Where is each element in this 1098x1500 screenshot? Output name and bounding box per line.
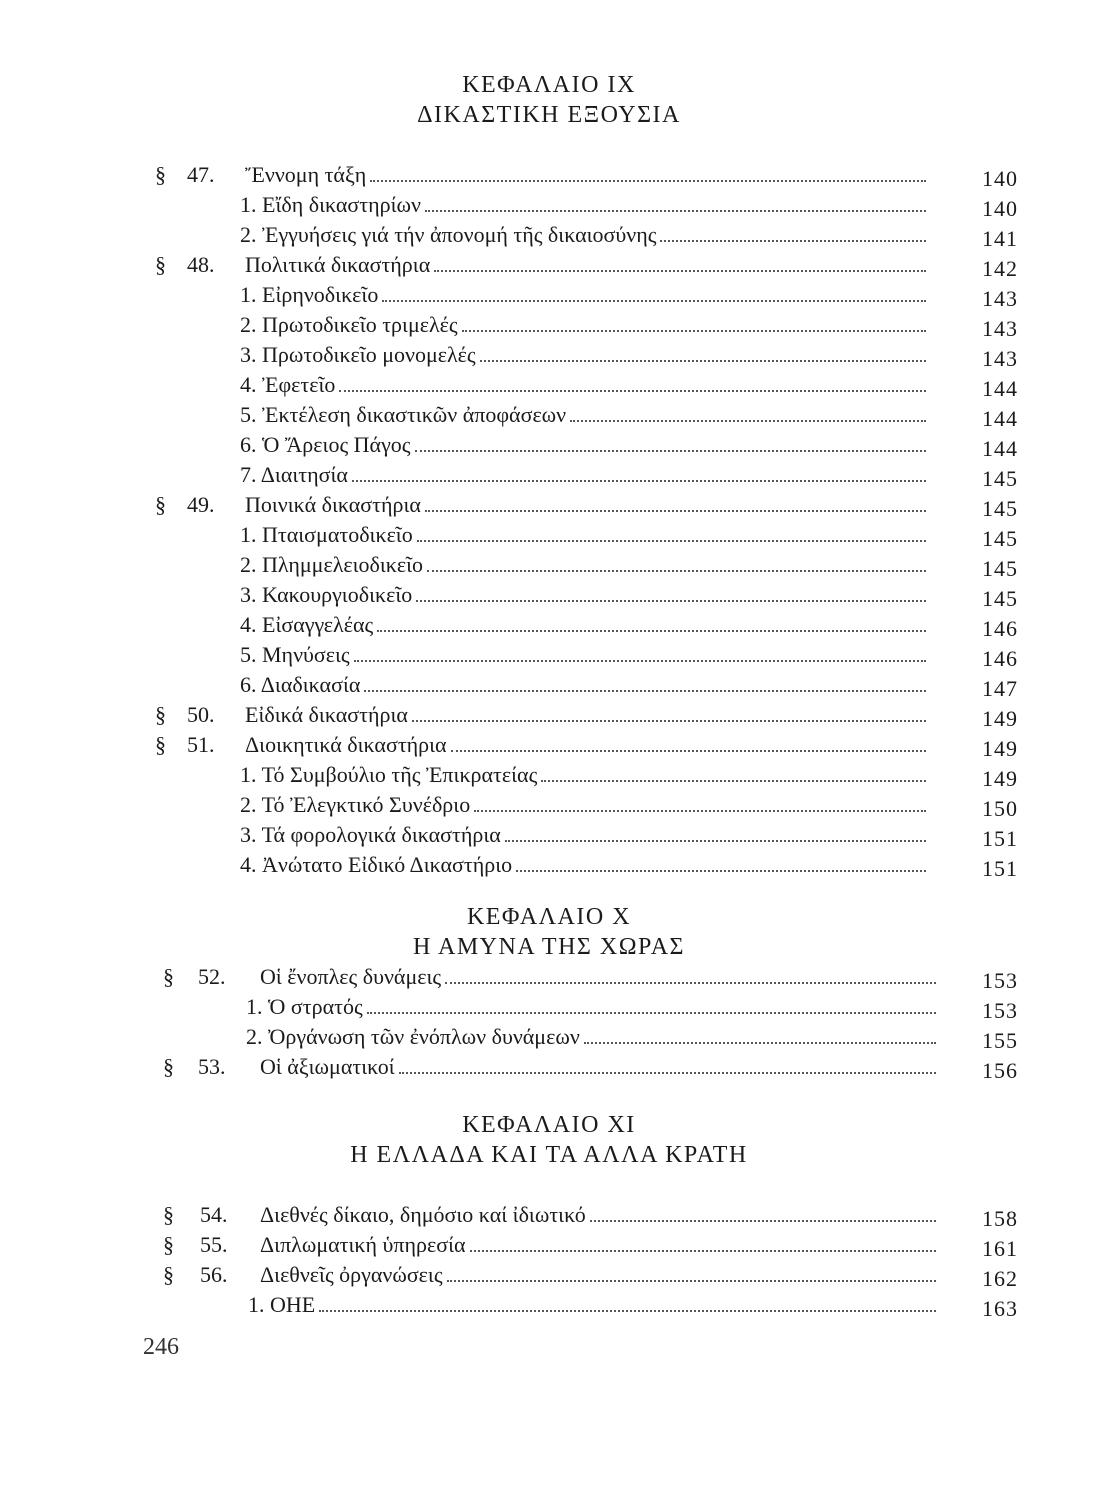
toc-entry-title xyxy=(240,790,930,820)
page-number: 145 xyxy=(982,526,1018,551)
entry-text: 5. Μηνύσεις xyxy=(240,642,350,667)
dot-leader xyxy=(367,1012,936,1014)
toc-entry[interactable] xyxy=(0,1290,1098,1320)
page-number: 145 xyxy=(982,556,1018,581)
toc-entry[interactable] xyxy=(0,992,1098,1022)
toc-entry[interactable] xyxy=(0,1022,1098,1052)
page-number: 141 xyxy=(982,226,1018,251)
section-mark: § xyxy=(163,1232,174,1257)
dot-leader xyxy=(541,780,926,782)
toc-entry-title xyxy=(240,610,930,640)
toc-entry-title xyxy=(240,280,930,310)
toc-entry[interactable] xyxy=(0,160,1098,190)
dot-leader xyxy=(660,240,926,242)
entry-text: 1. Εἴδη δικαστηρίων xyxy=(240,192,421,217)
section-mark: § xyxy=(163,1262,174,1287)
entry-text: 2. Τό Ἐλεγκτικό Συνέδριο xyxy=(240,792,471,817)
toc-entry-title xyxy=(240,190,930,220)
dot-leader xyxy=(382,300,926,302)
toc-entry-title xyxy=(240,400,930,430)
toc-entry-title xyxy=(240,670,930,700)
toc-entry[interactable] xyxy=(0,310,1098,340)
toc-entry-title xyxy=(240,220,930,250)
toc-entry-title xyxy=(245,700,930,730)
dot-leader xyxy=(474,810,926,812)
page-number: 153 xyxy=(982,968,1018,993)
page-number: 151 xyxy=(982,856,1018,881)
entry-text: Διοικητικά δικαστήρια xyxy=(245,732,447,757)
dot-leader xyxy=(319,1310,936,1312)
dot-leader xyxy=(417,540,926,542)
section-mark: § xyxy=(155,702,166,727)
page-number: 146 xyxy=(982,616,1018,641)
dot-leader xyxy=(447,1280,936,1282)
toc-entry-title xyxy=(248,1290,940,1320)
dot-leader xyxy=(415,450,927,452)
toc-entry-title xyxy=(246,1022,940,1052)
section-mark: § xyxy=(155,252,166,277)
toc-entry[interactable] xyxy=(0,250,1098,280)
section-number: 52. xyxy=(198,964,226,989)
page-number: 149 xyxy=(982,706,1018,731)
dot-leader xyxy=(370,180,926,182)
page-number: 145 xyxy=(982,496,1018,521)
entry-text: 2. Πρωτοδικεῖο τριμελές xyxy=(240,312,458,337)
section-mark: § xyxy=(155,492,166,517)
toc-entry[interactable] xyxy=(0,640,1098,670)
chapter-subtitle: Η ΑΜΥΝΑ ΤΗΣ ΧΩΡΑΣ xyxy=(412,934,685,960)
dot-leader xyxy=(462,330,926,332)
toc-entry[interactable] xyxy=(0,1200,1098,1230)
toc-entry-title xyxy=(260,962,940,992)
page-number: 149 xyxy=(982,766,1018,791)
toc-entry-title xyxy=(240,520,930,550)
toc-entry[interactable] xyxy=(0,280,1098,310)
dot-leader xyxy=(425,210,926,212)
entry-text: Οἱ ἔνοπλες δυνάμεις xyxy=(260,964,442,989)
dot-leader xyxy=(364,690,926,692)
toc-entry[interactable] xyxy=(0,520,1098,550)
entry-text: Διεθνές δίκαιο, δημόσιο καί ἰδιωτικό xyxy=(260,1202,586,1227)
page-number: 147 xyxy=(982,676,1018,701)
page-number: 144 xyxy=(982,376,1018,401)
entry-text: 4. Ἀνώτατο Εἰδικό Δικαστήριο xyxy=(240,852,513,877)
chapter-title: ΚΕΦΑΛΑΙΟ Χ xyxy=(466,904,632,930)
entry-text: Εἰδικά δικαστήρια xyxy=(245,702,408,727)
page-number: 155 xyxy=(982,1028,1018,1053)
dot-leader xyxy=(434,270,926,272)
dot-leader xyxy=(480,360,926,362)
toc-entry-title xyxy=(260,1200,940,1230)
dot-leader xyxy=(416,600,926,602)
toc-entry-title xyxy=(240,310,930,340)
toc-entry[interactable] xyxy=(0,962,1098,992)
toc-entry-title xyxy=(260,1052,940,1082)
toc-entry-title xyxy=(245,730,930,760)
toc-entry[interactable] xyxy=(0,580,1098,610)
toc-entry-title xyxy=(245,490,930,520)
page-number: 162 xyxy=(982,1266,1018,1291)
entry-text: 6. Ὁ Ἄρειος Πάγος xyxy=(240,432,411,457)
entry-text: 4. Εἰσαγγελέας xyxy=(240,612,374,637)
page-number: 149 xyxy=(982,736,1018,761)
chapter-title: ΚΕΦΑΛΑΙΟ IX xyxy=(462,72,636,98)
toc-entry[interactable] xyxy=(0,1260,1098,1290)
section-number: 51. xyxy=(187,732,215,757)
entry-text: Διεθνεῖς ὀργανώσεις xyxy=(260,1262,443,1287)
page-number: 144 xyxy=(982,406,1018,431)
entry-text: 3. Κακουργιοδικεῖο xyxy=(240,582,413,607)
section-mark: § xyxy=(155,732,166,757)
chapter-subtitle: Η ΕΛΛΑΔΑ ΚΑΙ ΤΑ ΑΛΛΑ ΚΡΑΤΗ xyxy=(350,1142,748,1168)
dot-leader xyxy=(377,630,926,632)
folio-page-number: 246 xyxy=(143,1334,179,1360)
toc-entry[interactable] xyxy=(0,370,1098,400)
dot-leader xyxy=(412,720,926,722)
entry-text: Ποινικά δικαστήρια xyxy=(245,492,421,517)
section-number: 50. xyxy=(187,702,215,727)
toc-entry[interactable] xyxy=(0,430,1098,460)
dot-leader xyxy=(584,1042,936,1044)
toc-entry[interactable] xyxy=(0,730,1098,760)
dot-leader xyxy=(399,1072,936,1074)
toc-entry[interactable] xyxy=(0,490,1098,520)
entry-text: 3. Τά φορολογικά δικαστήρια xyxy=(240,822,501,847)
entry-text: 1. Ὁ στρατός xyxy=(246,994,363,1019)
dot-leader xyxy=(590,1220,936,1222)
section-number: 56. xyxy=(200,1262,228,1287)
page-number: 143 xyxy=(982,316,1018,341)
dot-leader xyxy=(427,570,926,572)
section-number: 49. xyxy=(187,492,215,517)
section-number: 55. xyxy=(200,1232,228,1257)
entry-text: 1. Εἰρηνοδικεῖο xyxy=(240,282,379,307)
entry-text: 3. Πρωτοδικεῖο μονομελές xyxy=(240,342,476,367)
section-mark: § xyxy=(155,162,166,187)
entry-text: 2. Πλημμελειοδικεῖο xyxy=(240,552,424,577)
toc-entry[interactable] xyxy=(0,400,1098,430)
entry-text: 7. Διαιτησία xyxy=(240,462,348,487)
toc-entry[interactable] xyxy=(0,610,1098,640)
toc-entry-title xyxy=(240,550,930,580)
page-number: 150 xyxy=(982,796,1018,821)
page-number: 153 xyxy=(982,998,1018,1023)
toc-entry-title xyxy=(240,760,930,790)
dot-leader xyxy=(339,390,926,392)
toc-entry[interactable] xyxy=(0,190,1098,220)
page-number: 145 xyxy=(982,586,1018,611)
entry-text: 2. Ὀργάνωση τῶν ἐνόπλων δυνάμεων xyxy=(246,1024,580,1049)
page-number: 143 xyxy=(982,286,1018,311)
toc-entry[interactable] xyxy=(0,790,1098,820)
page-number: 151 xyxy=(982,826,1018,851)
toc-entry-title xyxy=(240,430,930,460)
section-mark: § xyxy=(163,1054,174,1079)
entry-text: 6. Διαδικασία xyxy=(240,672,361,697)
toc-entry-title xyxy=(240,370,930,400)
section-mark: § xyxy=(163,964,174,989)
entry-text: Πολιτικά δικαστήρια xyxy=(245,252,431,277)
toc-entry-title xyxy=(240,640,930,670)
toc-entry-title xyxy=(260,1230,940,1260)
toc-entry-title xyxy=(245,160,930,190)
section-number: 54. xyxy=(200,1202,228,1227)
section-number: 53. xyxy=(198,1054,226,1079)
dot-leader xyxy=(570,420,926,422)
toc-entry[interactable] xyxy=(0,220,1098,250)
toc-entry-title xyxy=(240,850,930,880)
page-number: 144 xyxy=(982,436,1018,461)
dot-leader xyxy=(425,510,926,512)
entry-text: Διπλωματική ὑπηρεσία xyxy=(260,1232,466,1257)
dot-leader xyxy=(445,982,936,984)
toc-entry[interactable] xyxy=(0,850,1098,880)
page-number: 163 xyxy=(982,1296,1018,1321)
section-number: 48. xyxy=(187,252,215,277)
entry-text: 5. Ἐκτέλεση δικαστικῶν ἀποφάσεων xyxy=(240,402,567,427)
toc-entry[interactable] xyxy=(0,460,1098,490)
section-mark: § xyxy=(163,1202,174,1227)
entry-text: 1. ΟΗΕ xyxy=(248,1292,316,1317)
dot-leader xyxy=(352,480,926,482)
page-number: 161 xyxy=(982,1236,1018,1261)
page-number: 142 xyxy=(982,256,1018,281)
toc-entry[interactable] xyxy=(0,1052,1098,1082)
dot-leader xyxy=(451,750,926,752)
chapter-subtitle: ΔΙΚΑΣΤΙΚΗ ΕΞΟΥΣΙΑ xyxy=(417,102,681,128)
toc-entry-title xyxy=(245,250,930,280)
toc-entry[interactable] xyxy=(0,340,1098,370)
toc-entry[interactable] xyxy=(0,1230,1098,1260)
page-number: 140 xyxy=(982,196,1018,221)
toc-entry-title xyxy=(260,1260,940,1290)
toc-entry[interactable] xyxy=(0,820,1098,850)
entry-text: 4. Ἐφετεῖο xyxy=(240,372,336,397)
page-number: 145 xyxy=(982,466,1018,491)
dot-leader xyxy=(505,840,926,842)
toc-entry[interactable] xyxy=(0,700,1098,730)
dot-leader xyxy=(516,870,926,872)
dot-leader xyxy=(470,1250,936,1252)
dot-leader xyxy=(354,660,926,662)
page-number: 156 xyxy=(982,1058,1018,1083)
toc-entry[interactable] xyxy=(0,550,1098,580)
entry-text: Οἱ ἀξιωματικοί xyxy=(260,1054,395,1079)
toc-entry[interactable] xyxy=(0,760,1098,790)
toc-entry[interactable] xyxy=(0,670,1098,700)
page-number: 143 xyxy=(982,346,1018,371)
toc-entry-title xyxy=(240,580,930,610)
toc-entry-title xyxy=(246,992,940,1022)
toc-entry-title xyxy=(240,340,930,370)
page-number: 158 xyxy=(982,1206,1018,1231)
toc-entry-title xyxy=(240,820,930,850)
section-number: 47. xyxy=(187,162,215,187)
toc-entry-title xyxy=(240,460,930,490)
page-number: 140 xyxy=(982,166,1018,191)
entry-text: 1. Πταισματοδικεῖο xyxy=(240,522,413,547)
entry-text: Ἔννομη τάξη xyxy=(245,162,367,187)
page-number: 146 xyxy=(982,646,1018,671)
entry-text: 2. Ἐγγυήσεις γιά τήν ἀπονομή τῆς δικαιοσύνης xyxy=(240,222,657,247)
chapter-title: ΚΕΦΑΛΑΙΟ XI xyxy=(462,1112,636,1138)
entry-text: 1. Τό Συμβούλιο τῆς Ἐπικρατείας xyxy=(240,762,538,787)
